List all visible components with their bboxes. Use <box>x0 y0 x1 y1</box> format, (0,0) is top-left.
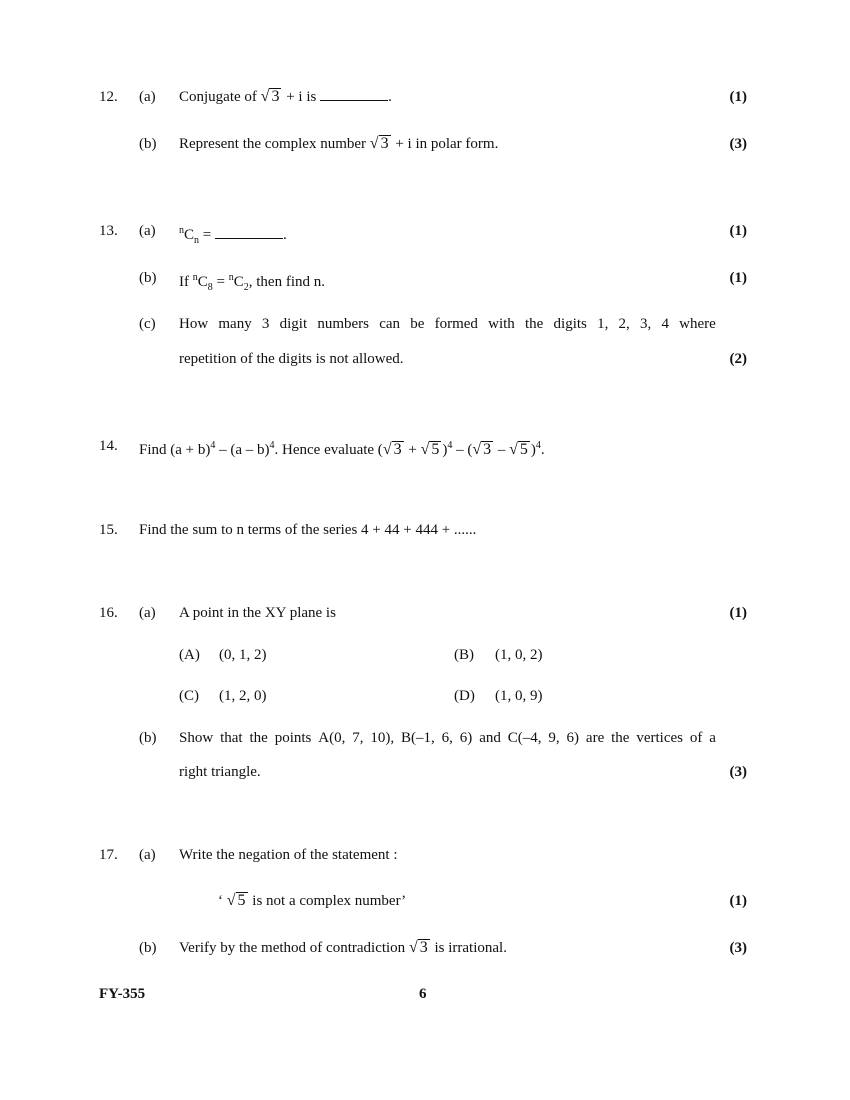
question-number: 13. <box>99 223 118 239</box>
sqrt-sign: √ 5 <box>420 441 440 458</box>
part-label: (b) <box>139 136 157 152</box>
part-label: (a) <box>139 847 156 863</box>
word: 9, <box>548 730 560 746</box>
q13-a-row <box>0 220 850 246</box>
question-text-line2: repetition of the digits is not allowed. <box>179 351 404 367</box>
part-label: (a) <box>139 89 156 105</box>
word: 3, <box>640 316 652 332</box>
marks: (3) <box>729 940 747 956</box>
option-b-label: (B) <box>454 647 474 663</box>
option-d-value: (1, 0, 9) <box>495 688 543 704</box>
word: the <box>249 730 268 746</box>
word: the <box>611 730 630 746</box>
word: 1, <box>597 316 609 332</box>
question-text: Find the sum to n terms of the series 4 + 44 + 444 + ...... <box>139 522 477 538</box>
q16-a-row <box>0 602 850 624</box>
question-text: Write the negation of the statement : <box>179 847 398 863</box>
question-text: Conjugate of √ 3 + i is . <box>179 86 392 108</box>
question-text-line1 <box>179 727 716 749</box>
q13-b-row <box>0 267 850 293</box>
option-a-label: (A) <box>179 647 200 663</box>
sqrt-sign: √ 3 <box>408 939 428 956</box>
word: 6) <box>566 730 580 746</box>
word: of <box>689 730 703 746</box>
option-c-label: (C) <box>179 688 199 704</box>
question-text-line2: right triangle. <box>179 764 261 780</box>
options-row-2 <box>0 685 850 707</box>
word: where <box>679 316 716 332</box>
page-number: 6 <box>419 986 427 1002</box>
quoted-statement: ‘ √ 5 is not a complex number’ <box>218 890 406 912</box>
word: and <box>479 730 501 746</box>
question-text: Represent the complex number √ 3 + i in polar form. <box>179 133 498 155</box>
question-text: A point in the XY plane is <box>179 605 336 621</box>
word: C(–4, <box>507 730 542 746</box>
footer <box>0 983 850 1005</box>
part-label: (c) <box>139 316 156 332</box>
part-label: (a) <box>139 605 156 621</box>
answer-blank <box>320 86 388 101</box>
q17-b-row <box>0 937 850 959</box>
q15-row <box>0 519 850 541</box>
word: digits <box>553 316 587 332</box>
sqrt-sign: √ 5 <box>509 441 528 458</box>
q13-c-row-2 <box>0 348 850 370</box>
q16-b-row <box>0 727 850 749</box>
word: A(0, <box>318 730 346 746</box>
word: digit <box>279 316 308 332</box>
word: formed <box>434 316 478 332</box>
q12-b-row <box>0 133 850 155</box>
sqrt-sign: √ 3 <box>369 135 389 152</box>
marks: (1) <box>729 270 747 286</box>
q13-c-row <box>0 313 850 335</box>
marks: (1) <box>729 89 747 105</box>
option-c-value: (1, 2, 0) <box>219 688 267 704</box>
question-number: 12. <box>99 89 118 105</box>
q17-a-row <box>0 844 850 866</box>
q17-a-statement-row <box>0 890 850 912</box>
word: 3 <box>261 316 270 332</box>
question-number: 15. <box>99 522 118 538</box>
q16-b-row-2 <box>0 761 850 783</box>
part-label: (b) <box>139 940 157 956</box>
marks: (3) <box>729 764 747 780</box>
word: the <box>525 316 544 332</box>
q12-a-row <box>0 86 850 108</box>
marks: (1) <box>729 893 747 909</box>
part-label: (b) <box>139 270 157 286</box>
options-row-1 <box>0 644 850 666</box>
word: 7, <box>352 730 364 746</box>
word: Show <box>179 730 214 746</box>
option-b-value: (1, 0, 2) <box>495 647 543 663</box>
sqrt-sign: √ 5 <box>226 892 246 909</box>
word: a <box>709 730 716 746</box>
word: many <box>218 316 252 332</box>
word: 10), <box>370 730 395 746</box>
word: numbers <box>317 316 369 332</box>
word: How <box>179 316 209 332</box>
marks: (2) <box>729 351 747 367</box>
question-text-line1 <box>179 313 716 335</box>
question-number: 16. <box>99 605 118 621</box>
sqrt-sign: √ 3 <box>472 441 492 458</box>
question-text: $^nC_n$ = . <box>179 225 287 246</box>
marks: (3) <box>729 136 747 152</box>
word: 6, <box>441 730 453 746</box>
sqrt-sign: √ 3 <box>382 441 402 458</box>
marks: (1) <box>729 605 747 621</box>
paper-code: FY-355 <box>99 986 146 1002</box>
option-a-value: (0, 1, 2) <box>219 647 267 663</box>
marks: (1) <box>729 223 747 239</box>
question-number: 17. <box>99 847 118 863</box>
question-number: 14. <box>99 438 118 454</box>
word: be <box>410 316 425 332</box>
word: B(–1, <box>401 730 435 746</box>
word: can <box>379 316 401 332</box>
question-text: Verify by the method of contradiction √ 3 is irrational. <box>179 937 507 959</box>
word: vertices <box>636 730 683 746</box>
word: points <box>274 730 312 746</box>
question-text: If $^nC_8 = ^nC_2$, then find n. <box>179 272 325 293</box>
option-d-label: (D) <box>454 688 475 704</box>
word: 2, <box>618 316 630 332</box>
word: are <box>585 730 605 746</box>
word: that <box>220 730 243 746</box>
part-label: (a) <box>139 223 156 239</box>
question-text: Find $(a + b)^4 - (a - b)^4$. Hence evaluate (√ 3 + √ 5 )$^4$ – (√ 3 – √ 5 )$^4$. <box>139 435 545 461</box>
word: 6) <box>459 730 473 746</box>
q14-row <box>0 435 850 457</box>
word: with <box>488 316 515 332</box>
sqrt-sign: √ 3 <box>260 88 280 105</box>
answer-blank <box>215 224 283 239</box>
part-label: (b) <box>139 730 157 746</box>
word: 4 <box>661 316 669 332</box>
